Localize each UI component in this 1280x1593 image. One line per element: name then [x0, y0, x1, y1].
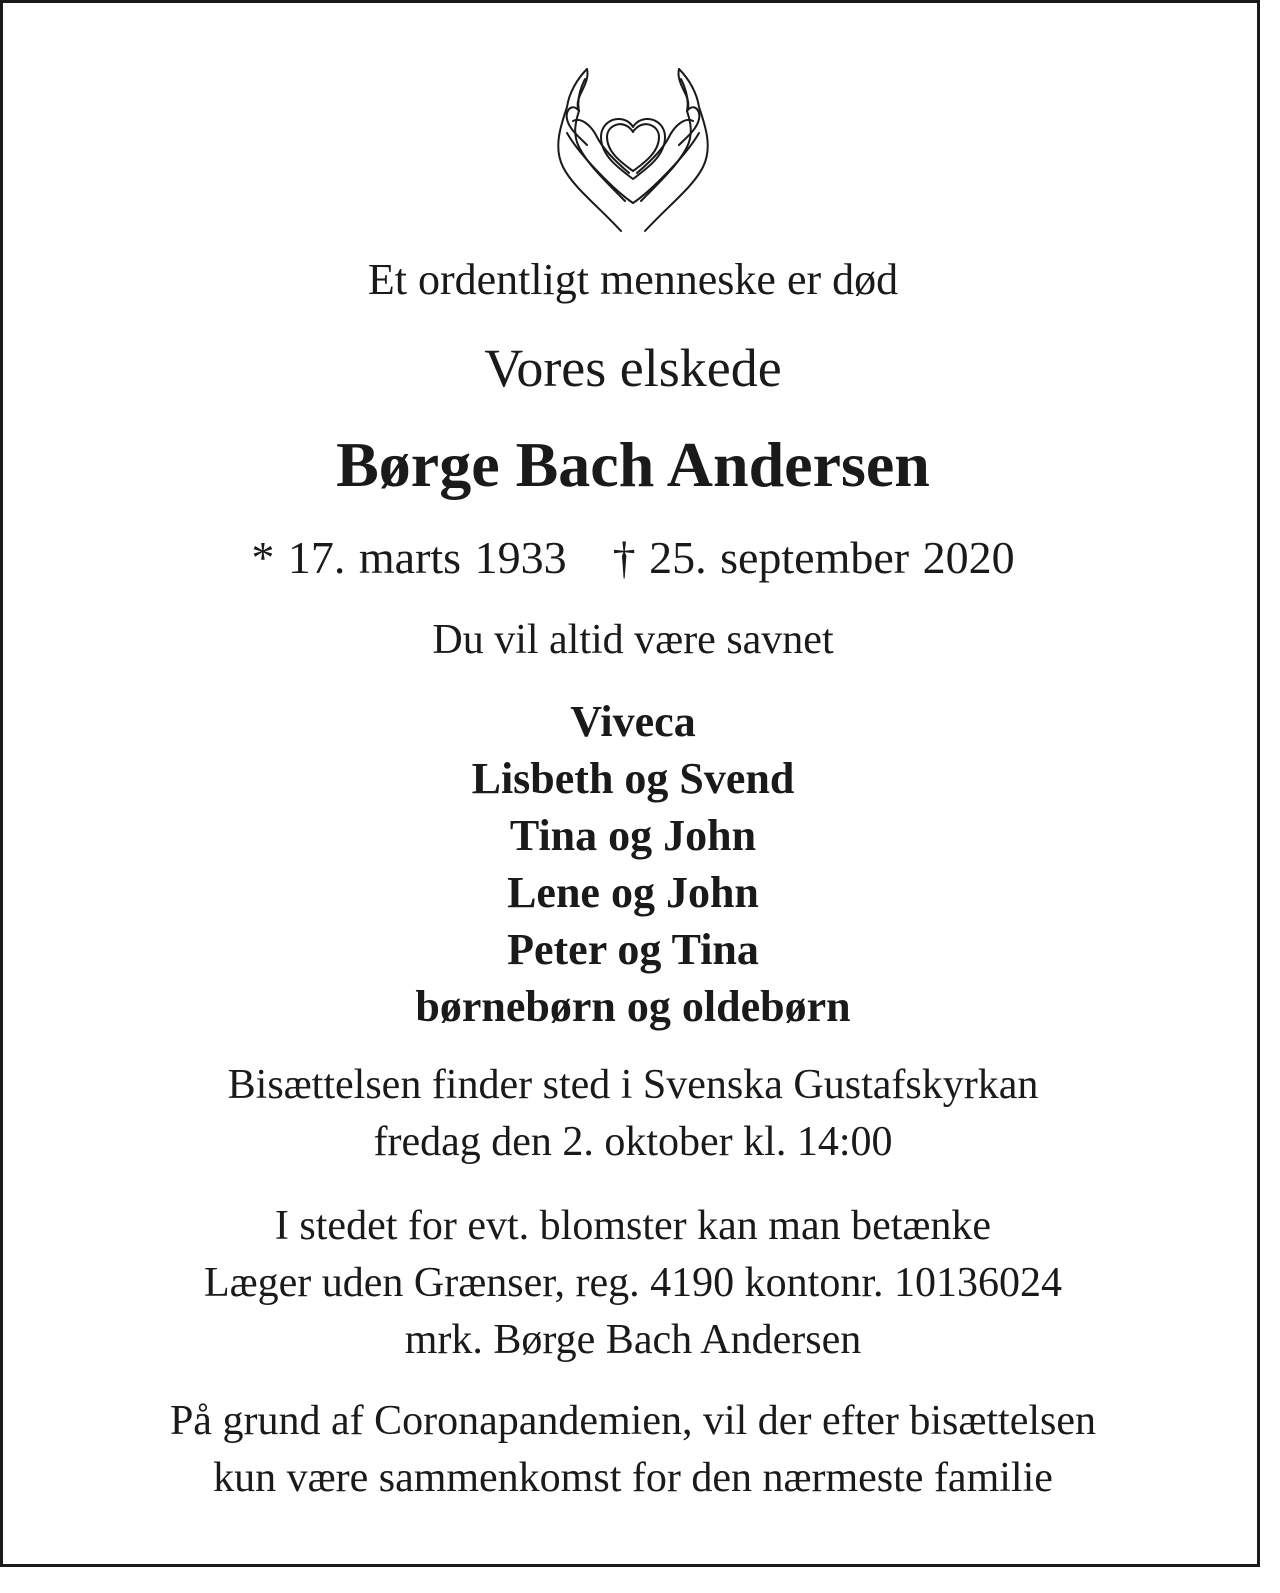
donation-line: Læger uden Grænser, reg. 4190 kontonr. 10136024	[203, 1260, 1063, 1306]
ceremony-info	[3, 1057, 1263, 1171]
farewell-line: Du vil altid være savnet	[432, 617, 834, 663]
notice-line: På grund af Coronapandemien, vil der efter bisættelsen	[169, 1398, 1097, 1444]
ceremony-line: fredag den 2. oktober kl. 14:00	[373, 1119, 893, 1165]
family-member: Tina og John	[509, 811, 757, 860]
notice-line: kun være sammenkomst for den nærmeste familie	[213, 1455, 1053, 1501]
corona-notice	[3, 1393, 1263, 1507]
life-dates	[3, 530, 1263, 586]
family-list	[3, 693, 1263, 1035]
ceremony-line: Bisættelsen finder sted i Svenska Gustafskyrkan	[227, 1062, 1039, 1108]
family-member: Lisbeth og Svend	[471, 754, 795, 803]
lead-line: Vores elskede	[484, 338, 782, 398]
family-member: Peter og Tina	[507, 925, 759, 974]
birth-date: * 17. marts 1933	[251, 532, 567, 583]
donation-line: mrk. Børge Bach Andersen	[404, 1317, 862, 1363]
hands-holding-heart-icon	[539, 63, 727, 235]
death-date: † 25. september 2020	[612, 532, 1015, 583]
donation-info	[3, 1198, 1263, 1369]
family-member: børnebørn og oldebørn	[415, 982, 851, 1031]
donation-line: I stedet for evt. blomster kan man betænke	[274, 1203, 992, 1249]
family-member: Lene og John	[507, 868, 759, 917]
deceased-name: Børge Bach Andersen	[336, 429, 930, 500]
family-member: Viveca	[570, 697, 696, 746]
intro-line: Et ordentligt menneske er død	[367, 255, 899, 304]
